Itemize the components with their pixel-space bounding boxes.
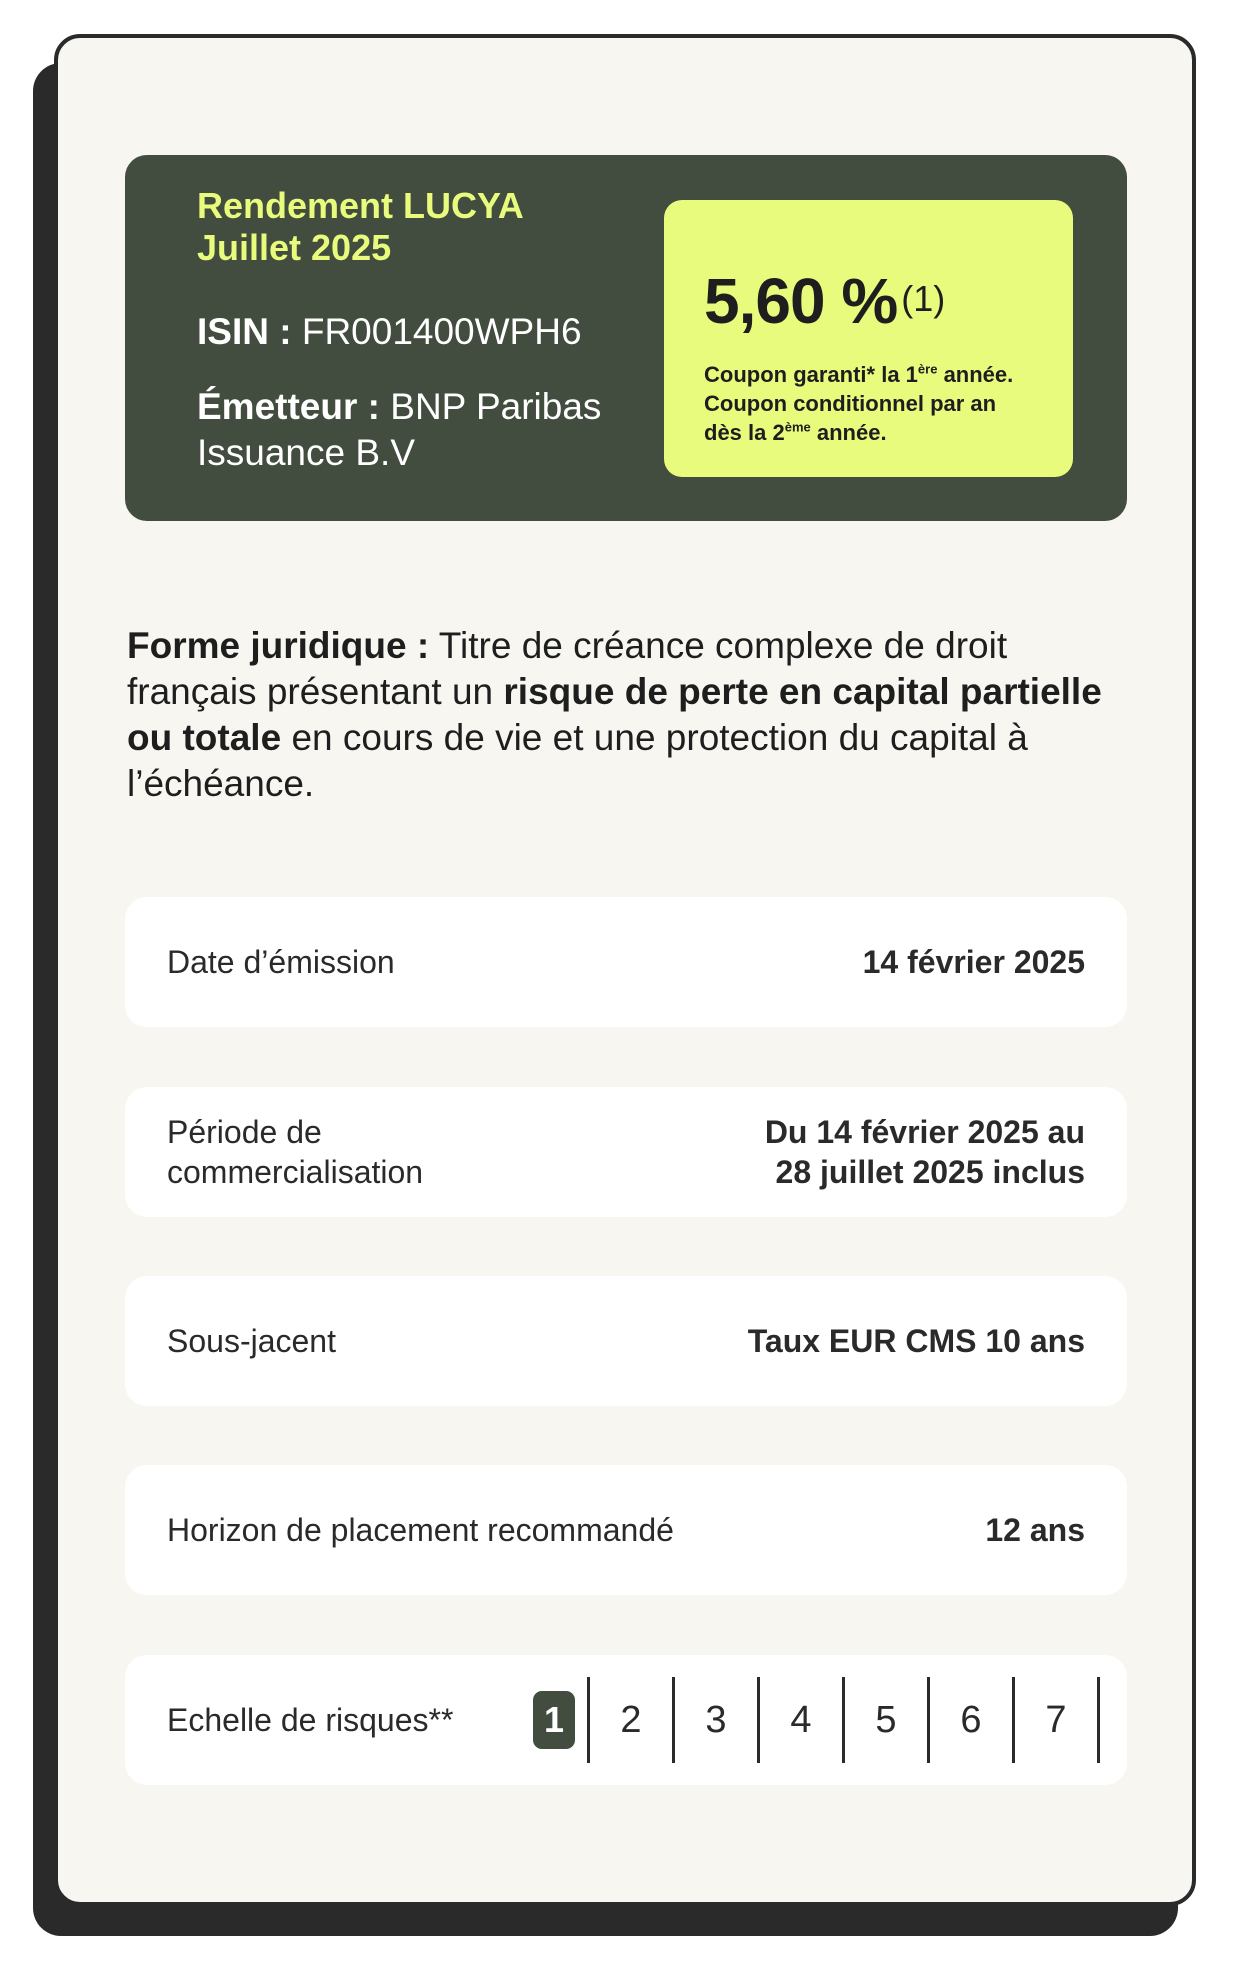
risk-level-number: 4 xyxy=(790,1698,812,1741)
isin xyxy=(197,310,582,354)
row-investment-horizon xyxy=(125,1465,1127,1595)
coupon-description xyxy=(704,360,1064,447)
row-label: Horizon de placement recommandé xyxy=(167,1512,674,1548)
legal-text-1: Titre de créance complexe de droit français présentant un xyxy=(127,625,1008,712)
row-value: Taux EUR CMS 10 ans xyxy=(747,1323,1085,1359)
row-value: 12 ans xyxy=(985,1512,1085,1548)
row-label: Date d’émission xyxy=(167,944,395,980)
risk-level-number: 3 xyxy=(705,1698,727,1741)
coupon-line3-end: année. xyxy=(810,420,887,445)
legal-text-2: en cours de vie et une protection du capital à l’échéance. xyxy=(127,717,1028,804)
product-header xyxy=(125,155,1127,521)
row-value: Du 14 février 2025 au 28 juillet 2025 inclus xyxy=(764,1114,1085,1190)
coupon-rate xyxy=(704,265,945,337)
row-label: Sous-jacent xyxy=(167,1323,336,1359)
risk-level-number: 2 xyxy=(620,1698,642,1741)
coupon-line3: dès la 2 xyxy=(704,420,785,445)
issuer xyxy=(197,384,657,476)
isin-label: ISIN : xyxy=(197,311,292,352)
risk-level-2 xyxy=(590,1677,675,1763)
risk-level-4 xyxy=(760,1677,845,1763)
coupon-line2: Coupon conditionnel par an xyxy=(704,391,997,416)
risk-scale xyxy=(526,1677,1100,1763)
risk-level-1 xyxy=(526,1677,590,1763)
risk-level-number: 6 xyxy=(960,1698,982,1741)
product-name: Rendement LUCYA xyxy=(197,185,524,226)
risk-level-7 xyxy=(1015,1677,1100,1763)
risk-level-6 xyxy=(930,1677,1015,1763)
row-underlying xyxy=(125,1276,1127,1406)
coupon-line3-sup: ème xyxy=(784,419,811,435)
product-title xyxy=(197,185,597,269)
risk-level-number: 5 xyxy=(875,1698,897,1741)
legal-form-label: Forme juridique : xyxy=(127,625,430,666)
risk-level-number: 1 xyxy=(533,1691,575,1749)
issuer-value: BNP Paribas Issuance B.V xyxy=(197,386,602,473)
coupon-line1-end: année. xyxy=(937,362,1014,387)
legal-form xyxy=(127,623,1137,807)
issuer-label: Émetteur : xyxy=(197,386,380,427)
row-risk-scale xyxy=(125,1655,1127,1785)
coupon-line1-sup: ère xyxy=(917,361,938,377)
coupon-box xyxy=(664,200,1073,477)
risk-level-3 xyxy=(675,1677,760,1763)
row-label: Période de commercialisation xyxy=(167,1114,424,1190)
risk-scale-label: Echelle de risques** xyxy=(167,1702,454,1738)
row-issue-date xyxy=(125,897,1127,1027)
risk-level-5 xyxy=(845,1677,930,1763)
coupon-rate-value: 5,60 % xyxy=(704,265,898,337)
legal-risk-bold: risque de perte en capital partielle ou totale xyxy=(127,671,1102,758)
coupon-line1: Coupon garanti* la 1 xyxy=(704,362,918,387)
row-marketing-period xyxy=(125,1087,1127,1217)
risk-level-number: 7 xyxy=(1045,1698,1067,1741)
isin-value: FR001400WPH6 xyxy=(301,311,582,352)
product-date: Juillet 2025 xyxy=(197,227,392,268)
coupon-rate-note: (1) xyxy=(901,278,946,319)
row-value: 14 février 2025 xyxy=(862,944,1085,980)
